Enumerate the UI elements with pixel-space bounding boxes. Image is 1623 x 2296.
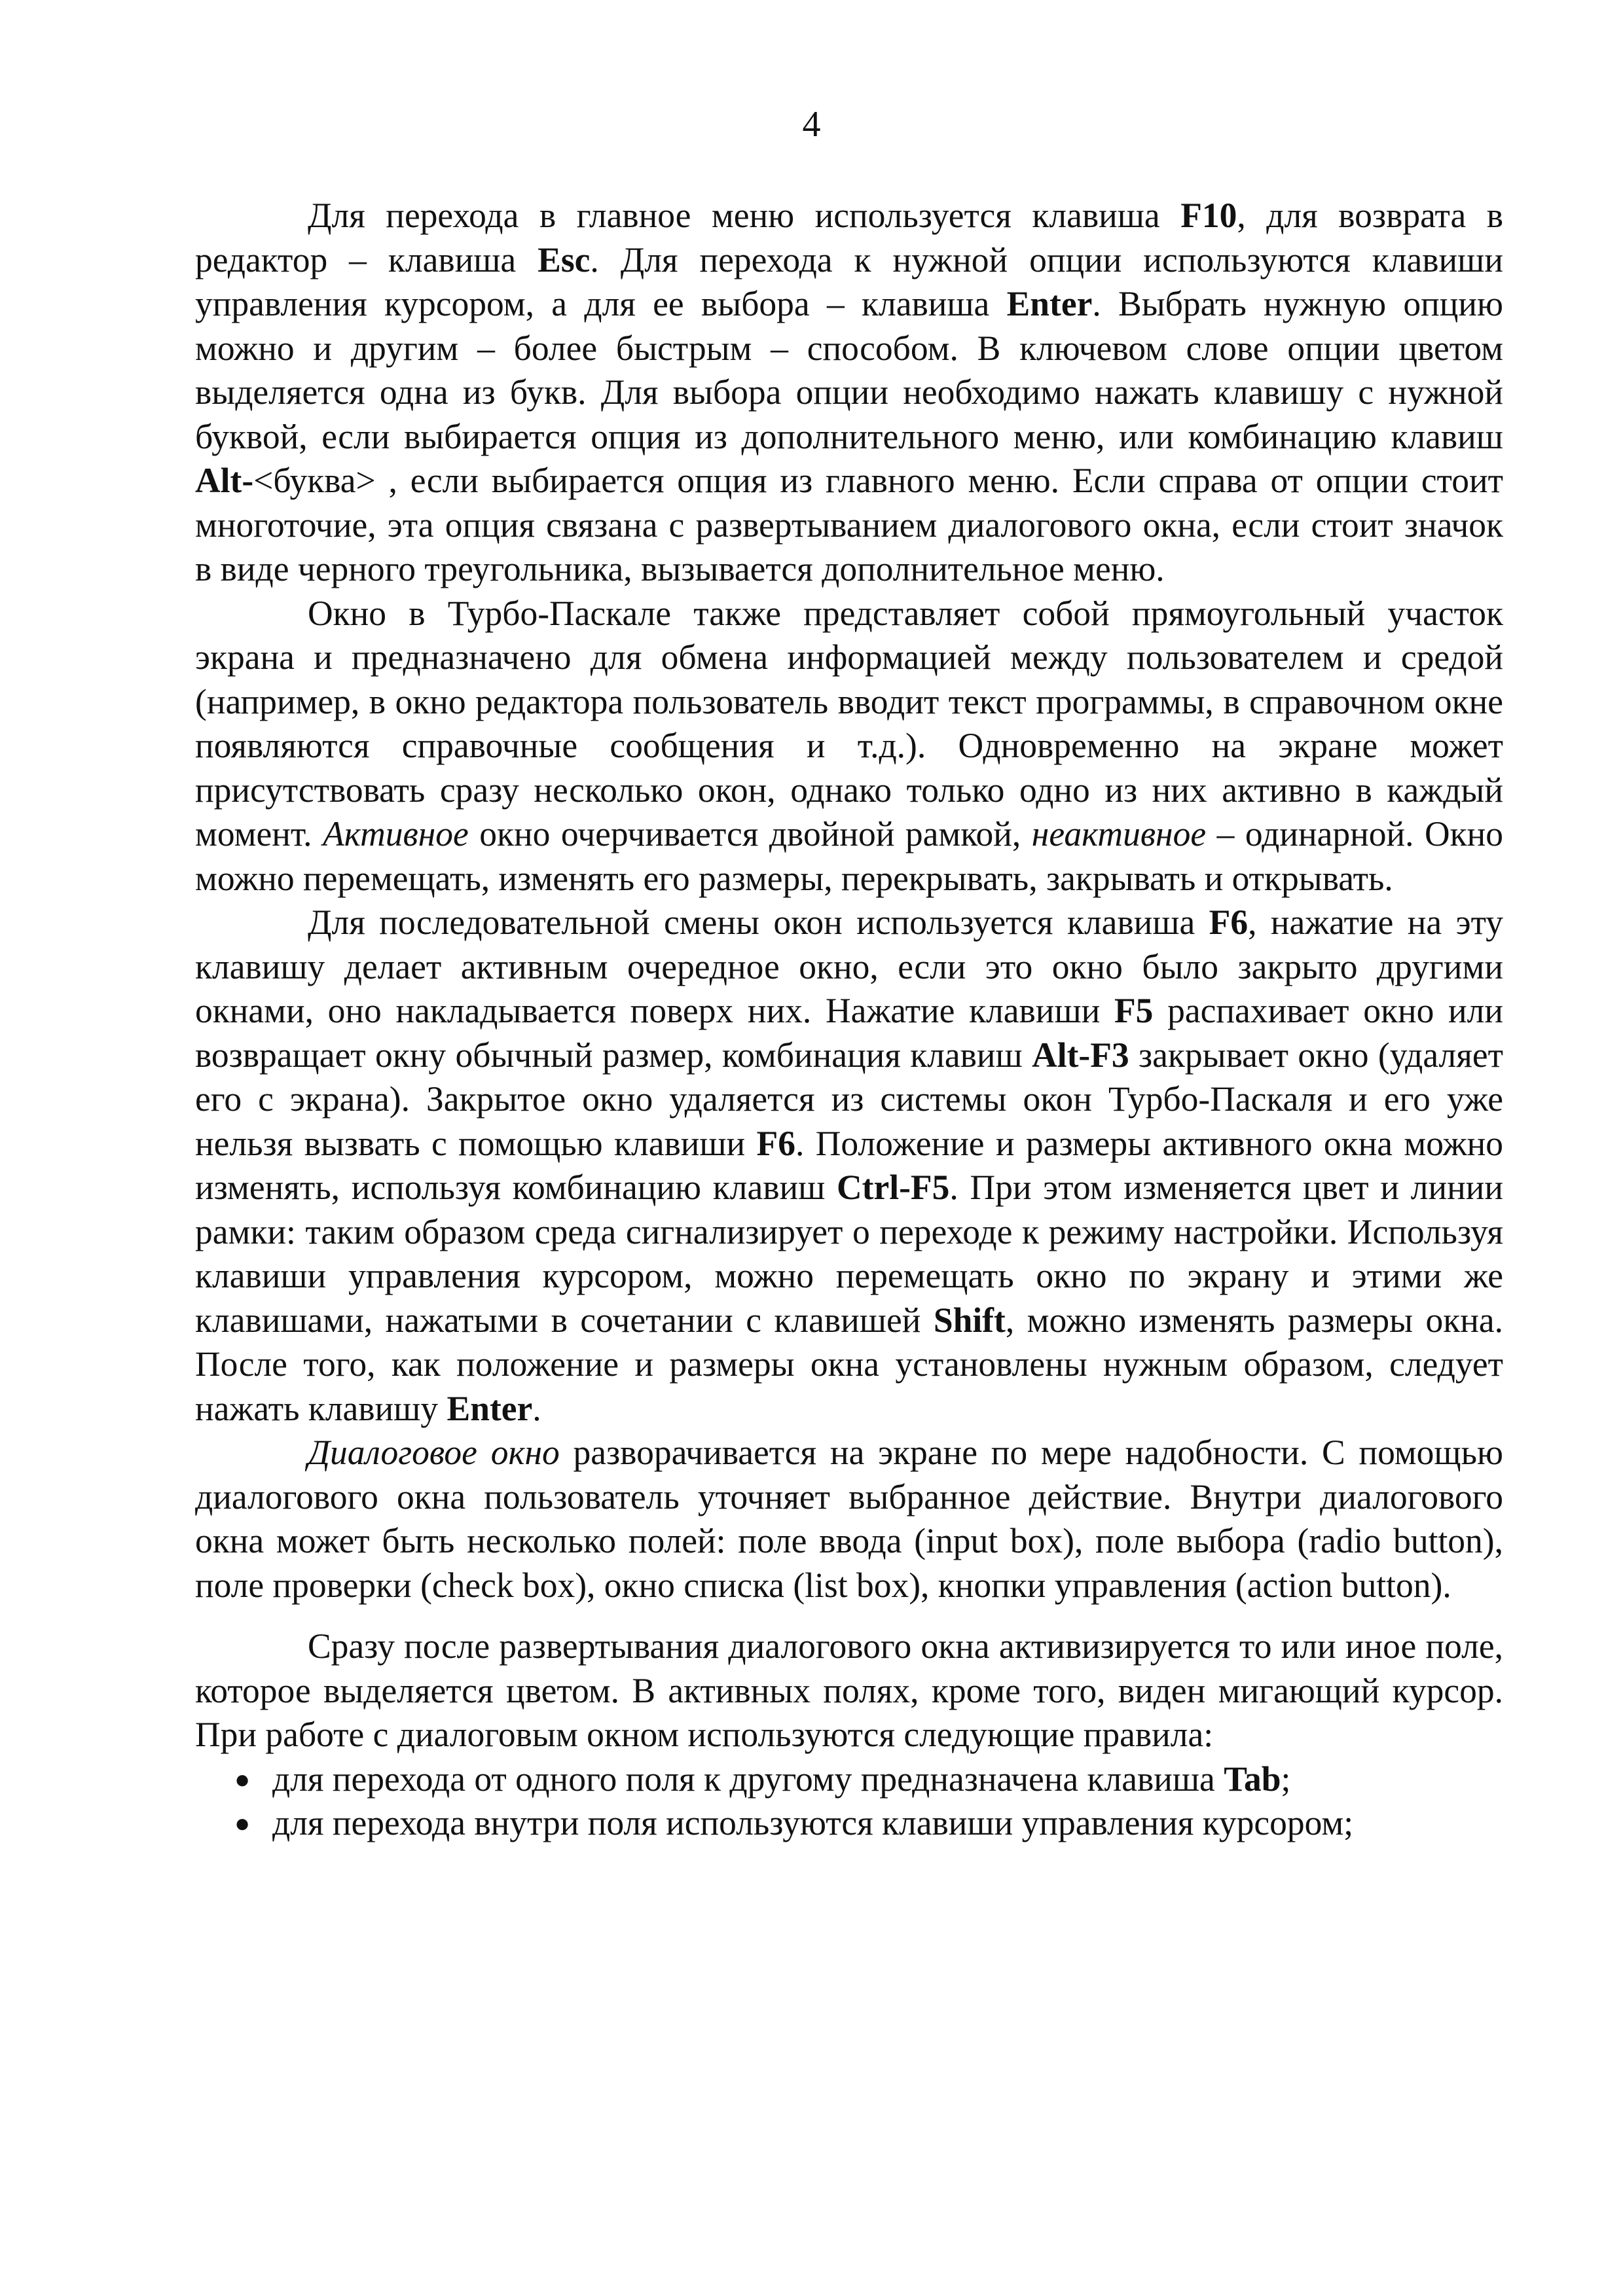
term-inactive: неактивное — [1031, 814, 1207, 853]
paragraph-dialog-rules — [195, 1624, 1503, 1757]
bullet-icon: ● — [234, 1808, 251, 1838]
text-run: окно очерчивается двойной рамкой, — [468, 814, 1032, 853]
paragraph-window-keys — [195, 901, 1503, 1431]
text-run: распахивает окно или возвращает окну обычный размер, комбинация клавиш — [195, 991, 1503, 1075]
text-run: <буква> , если выбирается опция из главного меню. Если справа от опции стоит многоточие, эта опция связана с развертыванием диалогового окна, если стоит значок в виде черного треугольника, вызывается дополнительное меню. — [195, 461, 1503, 588]
key-f6: F6 — [756, 1123, 795, 1163]
key-f10: F10 — [1180, 196, 1237, 235]
text-run: . — [532, 1388, 541, 1428]
text-run: . Для перехода к нужной опции используются клавиши управления курсором, а для ее выбора – клавиша — [195, 240, 1503, 323]
key-enter: Enter — [447, 1388, 533, 1428]
key-alt-f3: Alt-F3 — [1032, 1035, 1129, 1075]
key-ctrl-f5: Ctrl-F5 — [837, 1168, 950, 1207]
key-f5: F5 — [1114, 991, 1154, 1030]
list-item — [195, 1801, 1503, 1846]
text-run: , можно изменять размеры окна. После того, как положение и размеры окна установлены нужным образом, следует нажать клавишу — [195, 1300, 1503, 1428]
paragraph-windows — [195, 592, 1503, 901]
text-run: разворачивается на экране по мере надобности. С помощью диалогового окна пользователь уточняет выбранное действие. Внутри диалогового окна может быть несколько полей: поле ввода (input box), поле выбора (radio button), поле проверки (check box), окно списка (list box), кнопки управления (action button). — [195, 1433, 1503, 1605]
text-run: . При этом изменяется цвет и линии рамки: таким образом среда сигнализирует о переходе к режиму настройки. Используя клавиши управления курсором, можно перемещать окно по экрану и этими же клавишами, нажатыми в сочетании с клавишей — [195, 1168, 1503, 1340]
rules-list — [195, 1757, 1503, 1846]
text-run: ; — [1281, 1759, 1291, 1799]
key-f6: F6 — [1209, 903, 1249, 942]
text-run: закрывает окно (удаляет его с экрана). Закрытое окно удаляется из системы окон Турбо-Паскаля и его уже нельзя вызвать с помощью клавиши — [195, 1035, 1503, 1163]
text-run: Для перехода в главное меню используется клавиша — [308, 196, 1181, 235]
paragraph-dialog — [195, 1431, 1503, 1607]
text-run: . Положение и размеры активного окна можно изменять, используя комбинацию клавиш — [195, 1123, 1503, 1207]
key-shift: Shift — [933, 1300, 1006, 1340]
bullet-icon: ● — [234, 1764, 251, 1794]
text-run: – одинарной. Окно можно перемещать, изменять его размеры, перекрывать, закрывать и открывать. — [195, 814, 1503, 898]
text-run: , для возврата в редактор – клавиша — [195, 196, 1503, 279]
key-alt: Alt- — [195, 461, 254, 500]
text-run: , нажатие на эту клавишу делает активным очередное окно, если это окно было закрыто другими окнами, оно накладывается поверх них. Нажатие клавиши — [195, 903, 1503, 1030]
paragraph-main-menu — [195, 194, 1503, 592]
term-dialog-window: Диалоговое окно — [308, 1433, 560, 1472]
text-run: . Выбрать нужную опцию можно и другим – более быстрым – способом. В ключевом слове опции цветом выделяется одна из букв. Для выбора опции необходимо нажать клавишу с нужной буквой, если выбирается опция из дополнительного меню, или комбинацию клавиш — [195, 284, 1503, 456]
text-run: для перехода внутри поля используются клавиши управления курсором; — [272, 1803, 1354, 1842]
text-run: для перехода от одного поля к другому предназначена клавиша — [272, 1759, 1224, 1799]
key-enter: Enter — [1006, 284, 1093, 323]
term-active: Активное — [323, 814, 469, 853]
page-number: 4 — [802, 104, 821, 145]
text-run: Сразу после развертывания диалогового окна активизируется то или иное поле, которое выделяется цветом. В активных полях, кроме того, виден мигающий курсор. При работе с диалоговым окном используются следующие правила: — [195, 1626, 1503, 1754]
body-text — [195, 194, 1503, 1846]
text-run: Окно в Турбо-Паскале также представляет собой прямоугольный участок экрана и предназначено для обмена информацией между пользователем и средой (например, в окно редактора пользователь вводит текст программы, в справочном окне появляются справочные сообщения и т.д.). Одновременно на экране может присутствовать сразу несколько окон, однако только одно из них активно в каждый момент. — [195, 593, 1503, 853]
key-esc: Esc — [538, 240, 591, 279]
text-run: Для последовательной смены окон используется клавиша — [308, 903, 1209, 942]
list-item — [195, 1757, 1503, 1802]
key-tab: Tab — [1224, 1759, 1281, 1799]
